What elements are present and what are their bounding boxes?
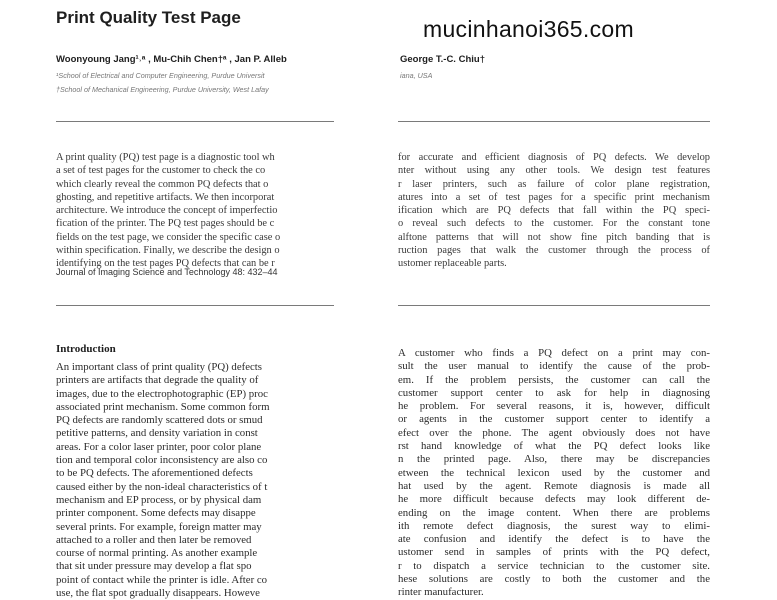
text-line: em. If the problem persists, the customer can call the (398, 373, 710, 386)
text-line: images, due to the electrophotographic (EP) proc (56, 387, 268, 400)
text-line: r to dispatch a service technician to the customer site. (398, 559, 710, 572)
affiliation-location: iana, USA (400, 71, 433, 80)
text-line: identifying on the test pages PQ defects that can be r (56, 258, 275, 270)
text-line: he problem. For several reasons, it is, however, difficult (398, 400, 710, 413)
divider-rule-bottom-right (398, 305, 710, 306)
text-line: A print quality (PQ) test page is a diagnostic tool wh (56, 152, 275, 163)
text-line: printer component. Some defects may disappe (56, 507, 256, 520)
text-line: fication of the printer. The PQ test pages should be c (56, 218, 275, 230)
text-line: that sit under pressure may develop a flat spo (56, 560, 252, 573)
paper-title: Print Quality Test Page (56, 8, 241, 27)
abstract-right-column (398, 151, 710, 271)
text-line: customer support center to ask for help in diagnosing (398, 386, 710, 399)
text-line: within specification. Finally, we describe the design o (56, 245, 280, 257)
text-line: ustomer replaceable parts. (398, 258, 507, 270)
text-line: for accurate and efficient diagnosis of PQ defects. We develop (398, 152, 710, 163)
text-line: caused either by the non-ideal characteristics of t (56, 480, 268, 493)
text-line: a set of test pages for the customer to check the co (56, 165, 266, 177)
text-line: ustomer send in samples of prints with the PQ defect, (398, 546, 710, 559)
introduction-left-column (56, 361, 334, 600)
text-line: or agents in the customer support center to identify a (398, 413, 710, 426)
text-line: hese solutions are costly to both the customer and the (398, 573, 710, 586)
text-line: ification which are PQ defects that fall within the PQ speci- (398, 205, 710, 217)
text-line: o reveal such defects to the customer. For the constant tone (398, 218, 710, 230)
text-line: n the printed page. Also, there may be discrepancies (398, 453, 710, 466)
text-line: course of normal printing. As another example (56, 547, 258, 560)
text-line: ruction pages that walk the customer through the process of (398, 245, 710, 257)
text-line: point of contact while the printer is idle. After co (56, 573, 268, 586)
text-line: architecture. We introduce the concept of imperfectio (56, 205, 278, 217)
text-line: efect over the phone. The agent obviously does not have (398, 426, 710, 439)
text-line: several prints. For example, foreign matter may (56, 520, 262, 533)
text-line: ate confusion and identify the defect is to have the (398, 533, 710, 546)
text-line: An important class of print quality (PQ) defects (56, 361, 262, 373)
section-heading-introduction: Introduction (56, 343, 116, 355)
text-line: PQ defects are randomly scattered dots or smud (56, 414, 263, 427)
text-line: ith remote defect diagnosis, the surest way to elimi- (398, 519, 710, 532)
text-line: A customer who finds a PQ defect on a print may con- (398, 347, 710, 359)
affiliation-electrical: ¹School of Electrical and Computer Engineering, Purdue Universit (56, 71, 265, 80)
text-line: to be PQ defects. The aforementioned defects (56, 467, 253, 480)
authors-left: Woonyoung Jang¹˒ᵃ , Mu-Chih Chen†ᵃ , Jan P. Alleb (56, 54, 287, 65)
text-line: sult the user manual to identify the cause of the prob- (398, 360, 710, 373)
introduction-right-column (398, 347, 710, 600)
text-line: petitive patterns, and density variation in const (56, 427, 258, 440)
text-line: areas. For a color laser printer, poor color plane (56, 440, 262, 453)
text-line: printers are artifacts that degrade the quality of (56, 374, 259, 387)
text-line: tion and temporal color inconsistency are also co (56, 454, 268, 467)
journal-citation: Journal of Imaging Science and Technology 48: 432–44 (56, 267, 278, 277)
text-line: rst hand knowledge of what the PQ defect looks like (398, 440, 710, 453)
text-line: mechanism and EP process, or by physical dam (56, 493, 262, 506)
authors-right: George T.-C. Chiu† (400, 54, 485, 65)
text-line: ending on the image content. When there are problems (398, 506, 710, 519)
text-line: he more difficult because defects may look different de- (398, 493, 710, 506)
text-line: attached to a roller and then later be removed (56, 533, 252, 546)
text-line: etween the technical lexicon used by the customer and (398, 466, 710, 479)
text-line: atures into a set of test pages for a specific print mechanism (398, 191, 710, 203)
text-line: r laser printers, such as failure of color plane registration, (398, 178, 710, 190)
watermark-text: mucinhanoi365.com (423, 16, 634, 42)
divider-rule-bottom-left (56, 305, 334, 306)
divider-rule-top-right (398, 121, 710, 122)
text-line: hat used by the agent. Remote diagnosis is made all (398, 479, 710, 492)
abstract-left-column (56, 151, 334, 271)
text-line: alftone patterns that will not show fine pitch banding that is (398, 231, 710, 243)
affiliation-mechanical: †School of Mechanical Engineering, Purdue University, West Lafay (56, 85, 269, 94)
text-line: nter without using any other tools. We design test features (398, 165, 710, 177)
text-line: associated print mechanism. Some common form (56, 400, 270, 413)
divider-rule-top-left (56, 121, 334, 122)
text-line: rinter manufacturer. (398, 586, 484, 599)
text-line: use, the flat spot gradually disappears. Howeve (56, 587, 260, 600)
text-line: ghosting, and repetitive artifacts. We then incorporat (56, 191, 275, 203)
text-line: which clearly reveal the common PQ defects that o (56, 178, 269, 190)
text-line: fields on the test page, we consider the specific case o (56, 231, 281, 243)
